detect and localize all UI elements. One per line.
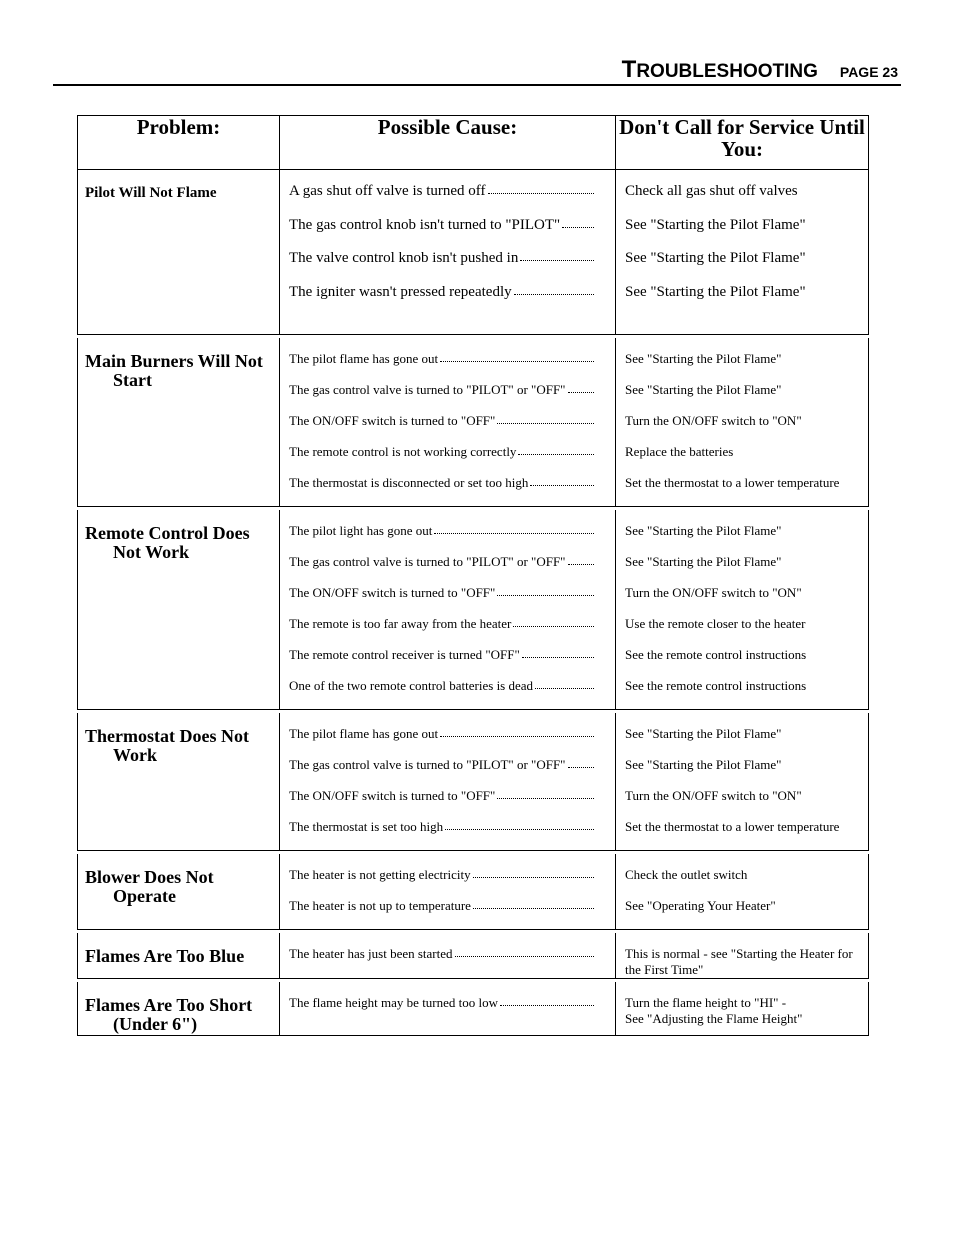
table-row [77,933,869,979]
cause-text: The igniter wasn't pressed repeatedly [289,283,512,300]
section-title-initial: T [621,56,637,83]
cause-text: The heater is not up to temperature [289,898,471,913]
dot-leader [500,1005,594,1006]
cause-item [289,898,594,929]
problem-cell [77,982,279,1036]
fix-item: Replace the batteries [625,444,734,459]
cause-item [289,946,594,977]
fix-item: See "Starting the Pilot Flame" [625,216,806,233]
fixes-cell [615,338,869,507]
causes-cell [279,170,615,335]
dot-leader [497,595,594,596]
cause-text: The pilot flame has gone out [289,726,439,741]
fix-item: Set the thermostat to a lower temperature [625,819,840,834]
column-header-problem: Problem: [77,115,279,170]
problem-cell [77,933,279,979]
causes-cell [279,854,615,930]
cause-item [289,554,594,585]
fix-item: See "Starting the Pilot Flame" [625,554,782,569]
header-rule [53,84,901,86]
dot-leader [497,798,594,799]
cause-item [289,995,594,1026]
cause-item [289,523,594,554]
fixes-cell [615,933,869,979]
causes-cell [279,338,615,507]
fixes-cell [615,170,869,335]
cause-item [289,867,594,898]
table-row [77,854,869,930]
cause-text: The thermostat is disconnected or set too high [289,475,529,490]
fix-item: Check all gas shut off valves [625,183,798,199]
cause-text: One of the two remote control batteries is dead [289,678,534,693]
cause-text: The ON/OFF switch is turned to "OFF" [289,788,496,803]
dot-leader [445,829,594,830]
causes-cell [279,933,615,979]
table-header-row [77,115,869,170]
fix-item: See "Starting the Pilot Flame" [625,726,782,741]
problem-label: Main Burners Will Not Start [85,351,263,390]
fix-item: See "Operating Your Heater" [625,898,776,913]
problem-cell [77,854,279,930]
problem-label: Pilot Will Not Flame [85,185,217,201]
fix-item: See the remote control instructions [625,678,807,693]
cause-item [289,183,594,217]
table-row [77,510,869,710]
fix-item: See "Starting the Pilot Flame" [625,523,782,538]
fix-item: Turn the ON/OFF switch to "ON" [625,413,802,428]
dot-leader [513,626,594,627]
dot-leader [518,454,594,455]
dot-leader [522,657,594,658]
page-number: PAGE 23 [839,64,898,80]
fixes-cell [615,713,869,851]
cause-text: The gas control valve is turned to "PILOT" or "OFF" [289,757,566,772]
dot-leader [568,564,595,565]
cause-text: The valve control knob isn't pushed in [289,250,519,266]
fixes-cell [615,510,869,710]
fix-item: See the remote control instructions [625,647,807,662]
cause-text: The remote control receiver is turned "OFF" [289,647,520,662]
cause-text: The remote is too far away from the heater [289,616,512,631]
cause-item [289,616,594,647]
dot-leader [455,956,594,957]
causes-cell [279,713,615,851]
cause-item [289,678,594,709]
cause-text: The heater has just been started [289,946,453,961]
fix-item: See "Starting the Pilot Flame" [625,283,806,300]
fix-item: Check the outlet switch [625,867,748,882]
fix-item: Turn the ON/OFF switch to "ON" [625,788,802,803]
column-header-fix: Don't Call for Service Until You: [615,115,869,170]
table-row [77,713,869,851]
dot-leader [473,908,594,909]
fix-item: Use the remote closer to the heater [625,616,806,631]
problem-label: Blower Does Not Operate [85,867,214,906]
cause-item [289,351,594,382]
fixes-cell [615,854,869,930]
cause-item [289,585,594,616]
problem-cell [77,170,279,335]
fix-item: Turn the flame height to "HI" - See "Adjusting the Flame Height" [625,995,803,1026]
cause-text: The ON/OFF switch is turned to "OFF" [289,585,496,600]
cause-item [289,757,594,788]
section-title: ROUBLESHOOTING [636,61,818,82]
problem-cell [77,713,279,851]
fix-item: See "Starting the Pilot Flame" [625,250,806,266]
cause-text: The pilot flame has gone out [289,351,439,366]
dot-leader [488,193,594,194]
dot-leader [530,485,594,486]
dot-leader [440,361,594,362]
cause-text: The remote control is not working correctly [289,444,517,459]
causes-cell [279,982,615,1036]
page-header [622,56,898,82]
dot-leader [440,736,594,737]
fix-item: See "Starting the Pilot Flame" [625,757,782,772]
problem-label: Thermostat Does Not Work [85,726,249,765]
cause-text: The flame height may be turned too low [289,995,499,1010]
cause-item [289,647,594,678]
dot-leader [473,877,594,878]
table-row [77,338,869,507]
dot-leader [568,767,595,768]
cause-text: The ON/OFF switch is turned to "OFF" [289,413,496,428]
cause-text: The heater is not getting electricity [289,867,471,882]
cause-text: The gas control valve is turned to "PILOT" or "OFF" [289,554,566,569]
dot-leader [535,688,594,689]
cause-text: The gas control valve is turned to "PILOT" or "OFF" [289,382,566,397]
cause-item [289,819,594,850]
cause-item [289,217,594,251]
fixes-cell [615,982,869,1036]
dot-leader [562,227,594,228]
dot-leader [514,294,594,295]
cause-item [289,444,594,475]
problem-label: Remote Control Does Not Work [85,523,250,562]
dot-leader [520,260,594,261]
fix-item: This is normal - see "Starting the Heater for the First Time" [625,946,853,977]
fix-item: Set the thermostat to a lower temperature [625,475,840,490]
cause-text: The pilot light has gone out [289,523,433,538]
problem-cell [77,338,279,507]
problem-label: Flames Are Too Blue [85,946,245,966]
fix-item: Turn the ON/OFF switch to "ON" [625,585,802,600]
cause-item [289,788,594,819]
column-header-cause: Possible Cause: [279,115,615,170]
cause-item [289,284,594,318]
problem-label: Flames Are Too Short (Under 6") [85,995,253,1034]
troubleshooting-table [77,115,869,1036]
dot-leader [568,392,595,393]
cause-text: The thermostat is set too high [289,819,444,834]
fix-item: See "Starting the Pilot Flame" [625,351,782,366]
table-row [77,170,869,335]
cause-text: A gas shut off valve is turned off [289,183,486,199]
cause-text: The gas control knob isn't turned to "PILOT" [289,216,561,233]
cause-item [289,413,594,444]
cause-item [289,382,594,413]
causes-cell [279,510,615,710]
fix-item: See "Starting the Pilot Flame" [625,382,782,397]
table-row [77,982,869,1036]
cause-item [289,726,594,757]
dot-leader [434,533,594,534]
cause-item [289,475,594,506]
dot-leader [497,423,594,424]
problem-cell [77,510,279,710]
cause-item [289,250,594,284]
